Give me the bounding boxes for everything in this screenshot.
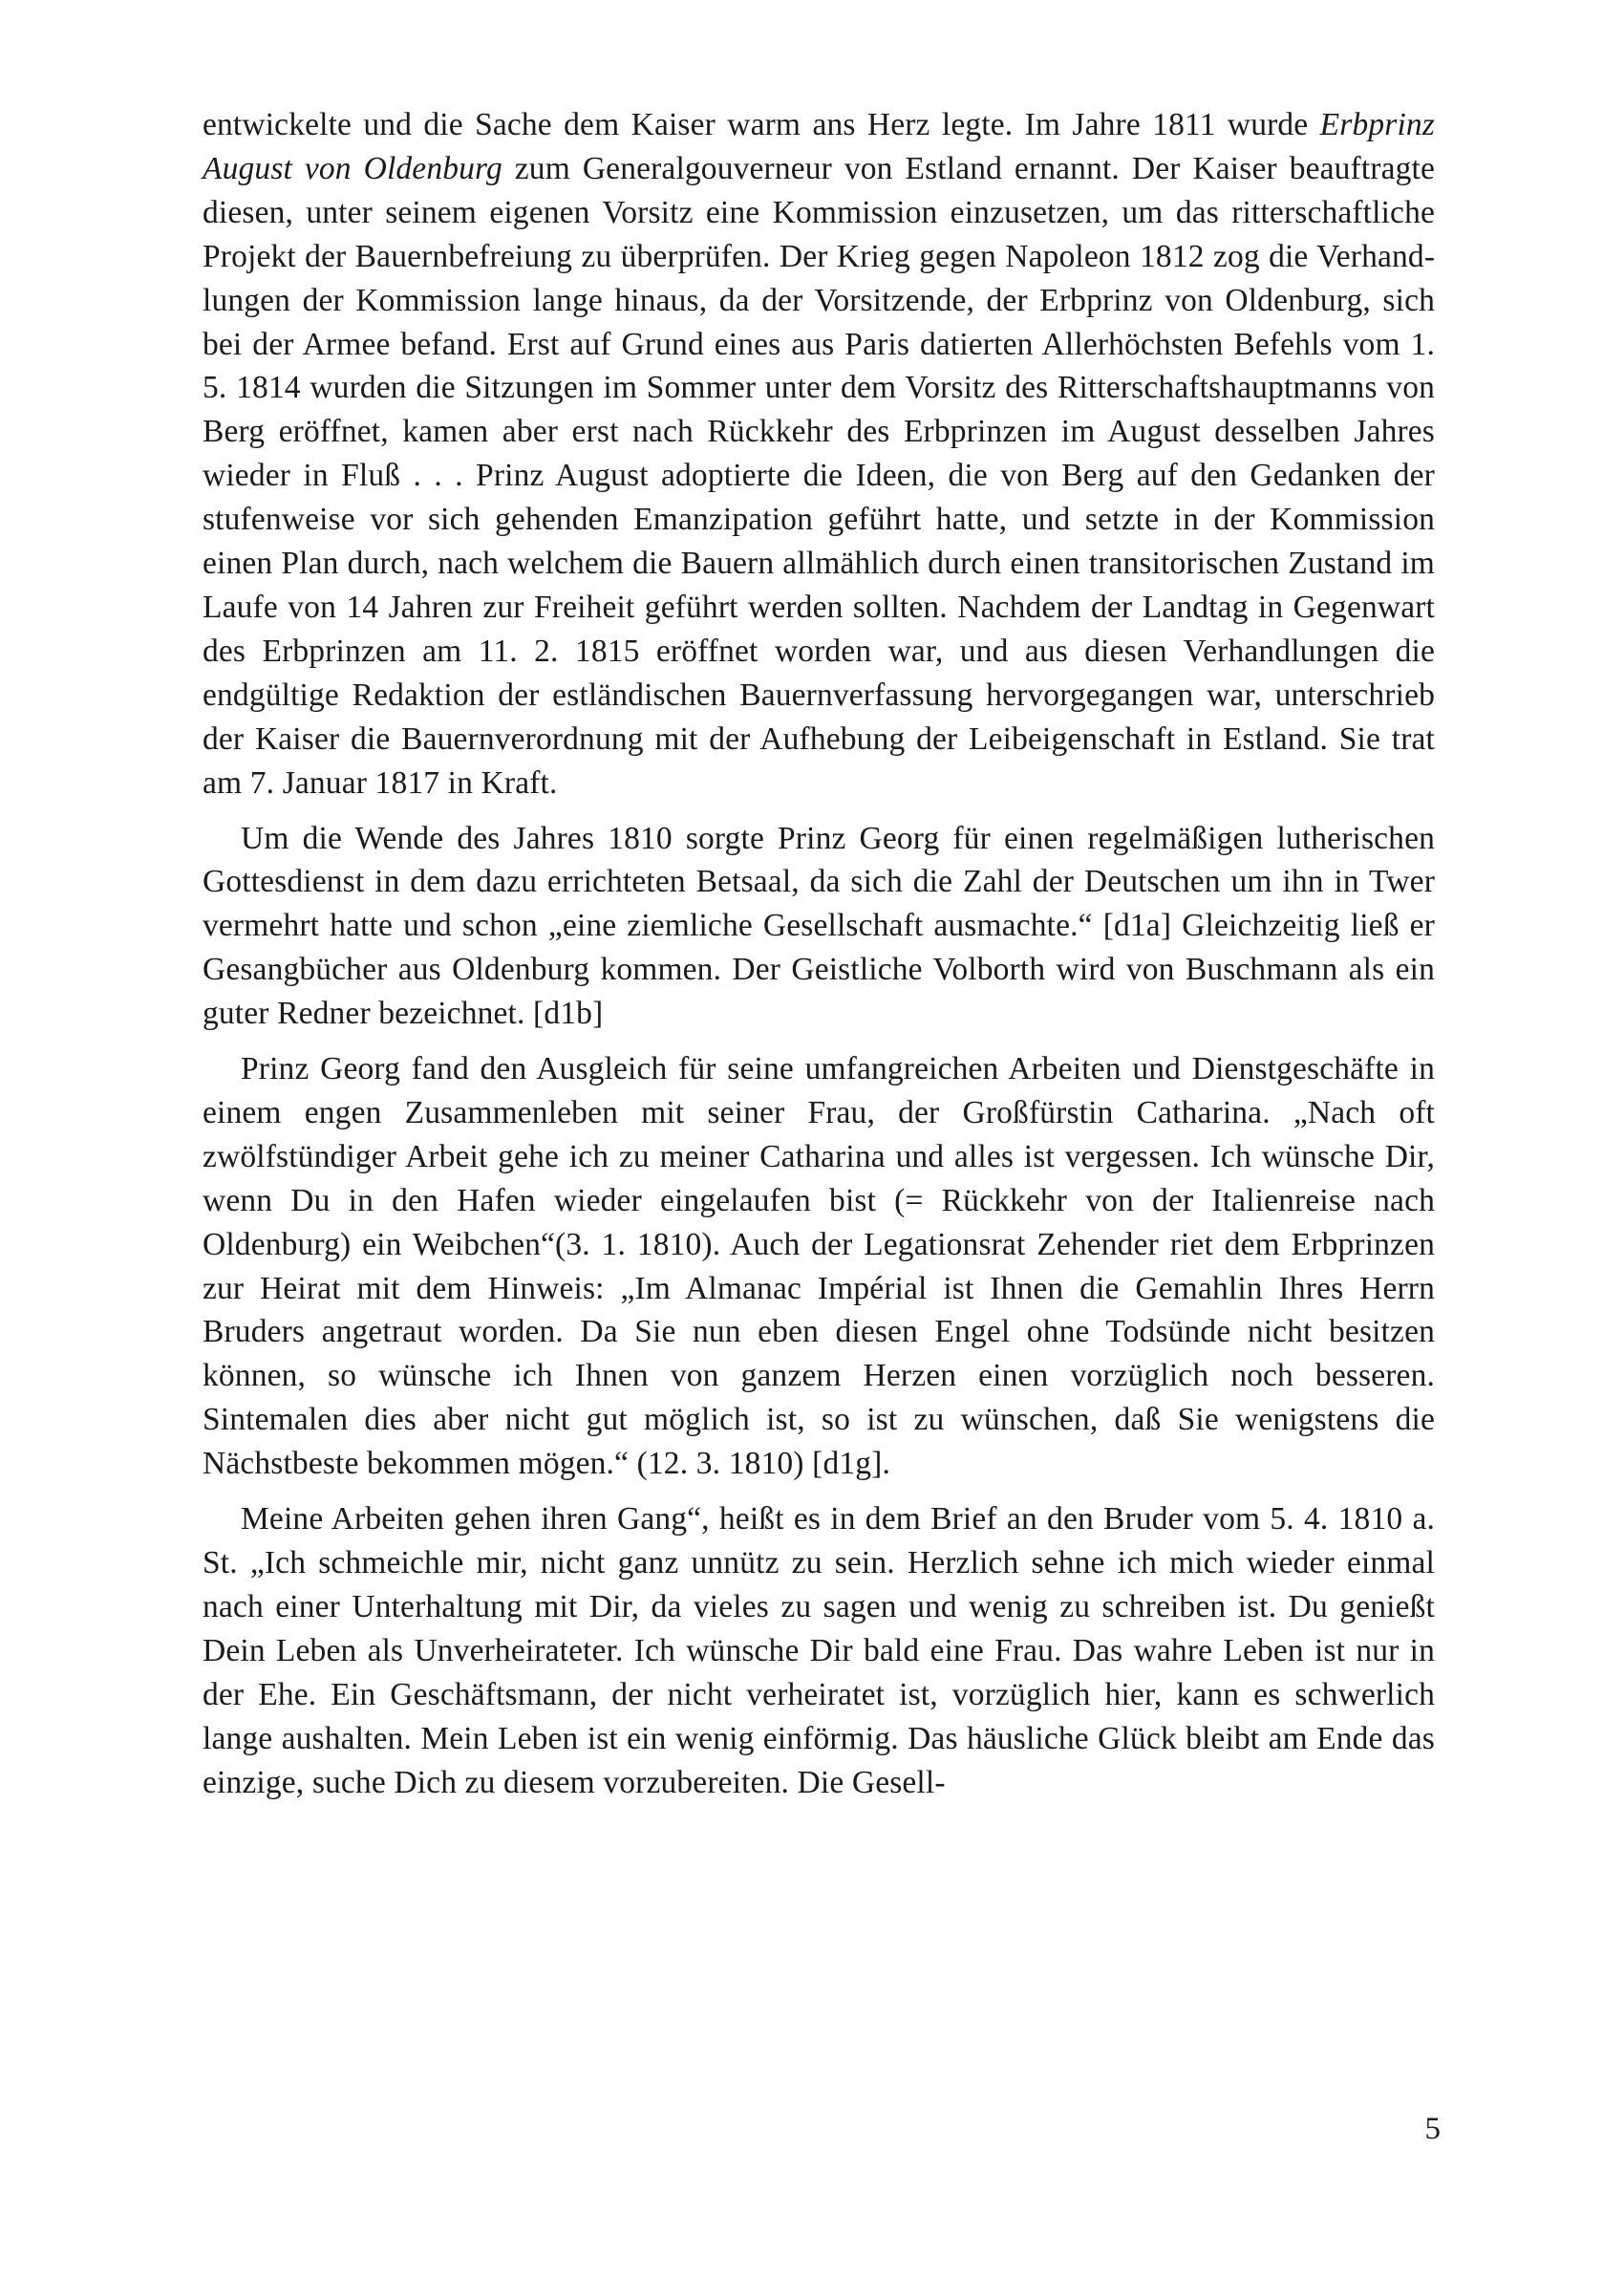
page-body xyxy=(203,103,1435,1804)
paragraph-2-text: Um die Wende des Jahres 1810 sorgte Prinz Georg für einen regelmäßigen lutherischen Gottesdienst in dem dazu errichteten Betsaal, da sich die Zahl der Deutschen um ihn in Twer vermehrt hatte und schon „eine ziemliche Gesellschaft ausmachte.“ [d1a] Gleichzeitig ließ er Gesangbücher aus Oldenburg kommen. Der Geistliche Volborth wird von Buschmann als ein guter Redner bezeichnet. [d1b] xyxy=(203,820,1435,1032)
page-number: 5 xyxy=(1424,2112,1441,2146)
paragraph-4 xyxy=(203,1497,1435,1804)
paragraph-3 xyxy=(203,1047,1435,1486)
paragraph-4-text: Meine Arbeiten gehen ihren Gang“, heißt es in dem Brief an den Bruder vom 5. 4. 1810 a. St. „Ich schmeichle mir, nicht ganz unnütz zu sein. Herzlich sehne ich mich wieder einmal nach einer Unterhaltung mit Dir, da vieles zu sagen und wenig zu schreiben ist. Du genießt Dein Leben als Unverheirateter. Ich wünsche Dir bald eine Frau. Das wahre Leben ist nur in der Ehe. Ein Geschäftsmann, der nicht verheiratet ist, vorzüglich hier, kann es schwerlich lange aushalten. Mein Leben ist ein wenig einförmig. Das häusliche Glück bleibt am Ende das einzige, suche Dich zu diesem vorzubereiten. Die Gesell- xyxy=(203,1501,1435,1800)
paragraph-1 xyxy=(203,103,1435,806)
paragraph-3-text: Prinz Georg fand den Ausgleich für seine umfangreichen Arbeiten und Dienstgeschäfte in einem engen Zusammenleben mit seiner Frau, der Großfürstin Catharina. „Nach oft zwölfstündiger Arbeit gehe ich zu meiner Catharina und alles ist vergessen. Ich wünsche Dir, wenn Du in den Hafen wieder eingelaufen bist (= Rückkehr von der Italienreise nach Oldenburg) ein Weibchen“(3. 1. 1810). Auch der Legationsrat Zehender riet dem Erbprinzen zur Heirat mit dem Hinweis: „Im Almanac Impérial ist Ihnen die Gemahlin Ihres Herrn Bruders angetraut worden. Da Sie nun eben diesen Engel ohne Todsünde nicht besitzen können, so wünsche ich Ihnen von ganzem Herzen einen vorzüglich noch besseren. Sintemalen dies aber nicht gut möglich ist, so ist zu wünschen, daß Sie wenigstens die Nächstbeste bekommen mögen.“ (12. 3. 1810) [d1g]. xyxy=(203,1051,1435,1482)
paragraph-1-text-a: entwickelte und die Sache dem Kaiser warm ans Herz legte. Im Jahre 1811 wurde xyxy=(203,107,1320,142)
italic-name-erbprinz-august: Erbprinz August von Oldenburg xyxy=(203,107,1435,186)
paragraph-1-text-b: zum Generalgouverneur von Estland ernannt. Der Kaiser beauftragte diesen, unter seinem eigenen Vorsitz eine Kommission einzusetzen, um das ritterschaftliche Projekt der Bauernbefreiung zu überprüfen. Der Krieg gegen Napoleon 1812 zog die Verhandlungen der Kommission lange hinaus, da der Vorsitzende, der Erbprinz von Oldenburg, sich bei der Armee befand. Erst auf Grund eines aus Paris datierten Allerhöchsten Befehls vom 1. 5. 1814 wurden die Sitzungen im Sommer unter dem Vorsitz des Ritterschaftshauptmanns von Berg eröffnet, kamen aber erst nach Rückkehr des Erbprinzen im August desselben Jahres wieder in Fluß . . . Prinz August adoptierte die Ideen, die von Berg auf den Gedanken der stufenweise vor sich gehenden Emanzipation geführt hatte, und setzte in der Kommission einen Plan durch, nach welchem die Bauern allmählich durch einen transitorischen Zustand im Laufe von 14 Jahren zur Freiheit geführt werden sollten. Nachdem der Landtag in Gegenwart des Erbprinzen am 11. 2. 1815 eröffnet worden war, und aus diesen Verhandlungen die endgültige Redaktion der estländischen Bauernverfassung hervorgegangen war, unterschrieb der Kaiser die Bauernverordnung mit der Aufhebung der Leibeigenschaft in Estland. Sie trat am 7. Januar 1817 in Kraft. xyxy=(203,150,1435,801)
paragraph-2 xyxy=(203,817,1435,1037)
